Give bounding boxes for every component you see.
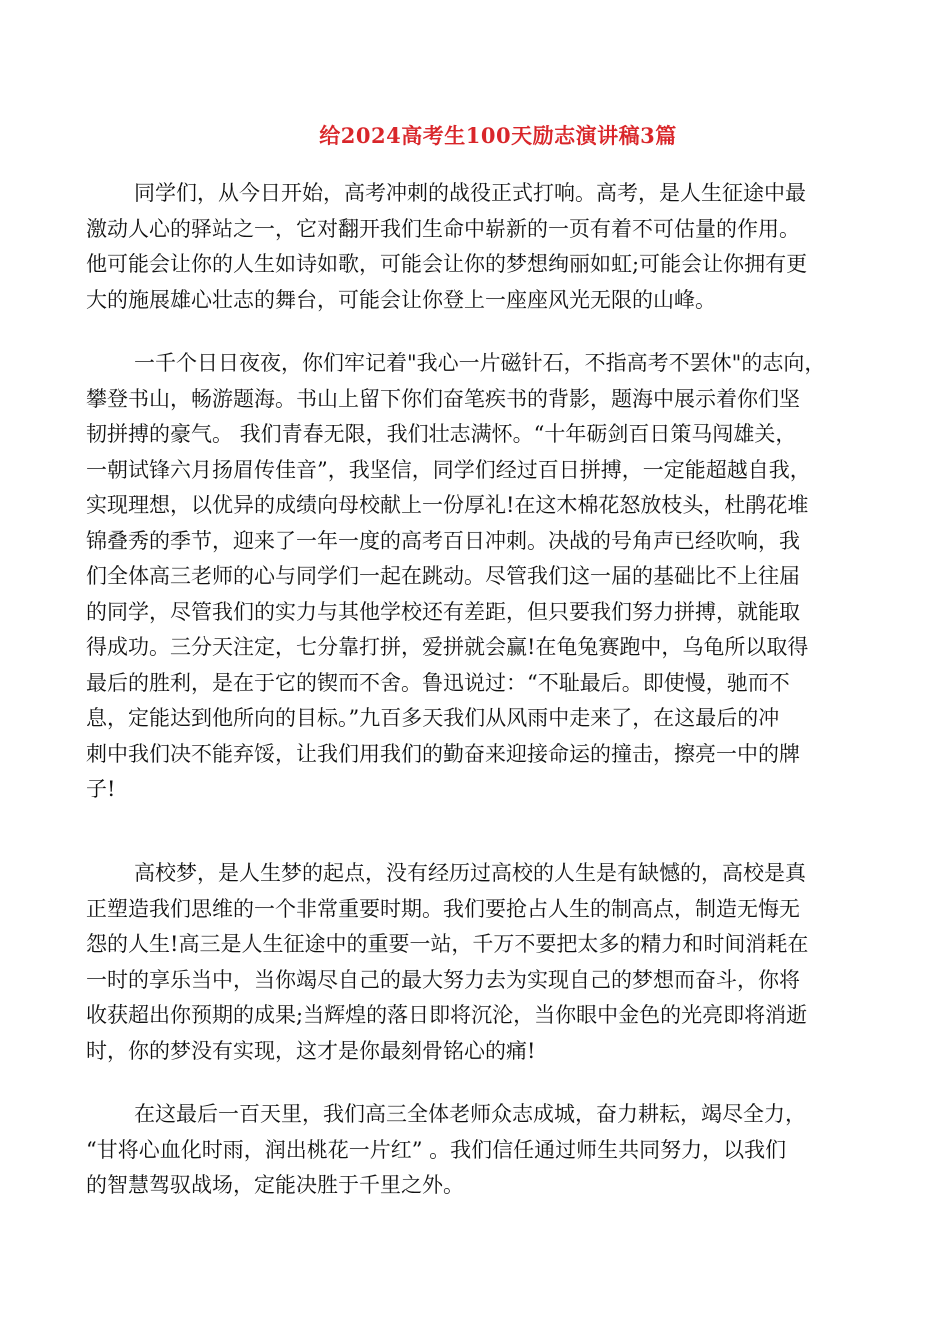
paragraph-line: 同学们，从今日开始，高考冲刺的战役正式打响。高考，是人生征途中最 (134, 181, 806, 205)
paragraph-line: 息，定能达到他所向的目标。”九百多天我们从风雨中走来了，在这最后的冲 (86, 706, 780, 730)
paragraph-line: “甘将心血化时雨，润出桃花一片红” 。我们信任通过师生共同努力，以我们 (86, 1138, 787, 1162)
paragraph-line: 怨的人生!高三是人生征途中的重要一站，千万不要把太多的精力和时间消耗在 (86, 932, 809, 956)
paragraph-line: 收获超出你预期的成果;当辉煌的落日即将沉沦，当你眼中金色的光亮即将消逝 (86, 1003, 808, 1027)
paragraph-line: 一时的享乐当中，当你竭尽自己的最大努力去为实现自己的梦想而奋斗，你将 (86, 968, 800, 992)
paragraph-line: 高校梦，是人生梦的起点，没有经历过高校的人生是有缺憾的，高校是真 (134, 861, 806, 885)
paragraph-line: 刺中我们决不能弃馁，让我们用我们的勤奋来迎接命运的撞击，擦亮一中的牌 (86, 742, 800, 766)
paragraph-line: 的智慧驾驭战场，定能决胜于千里之外。 (86, 1173, 464, 1197)
paragraph-line: 一朝试锋六月扬眉传佳音”，我坚信，同学们经过百日拼搏，一定能超越自我， (86, 458, 811, 482)
paragraph-line: 在这最后一百天里，我们高三全体老师众志成城，奋力耕耘，竭尽全力， (134, 1102, 806, 1126)
paragraph-line: 时，你的梦没有实现，这才是你最刻骨铭心的痛! (86, 1039, 536, 1063)
paragraph-line: 得成功。三分天注定，七分靠打拼，爱拼就会赢!在龟兔赛跑中，乌龟所以取得 (86, 635, 809, 659)
document-title: 给2024高考生100天励志演讲稿3篇 (319, 123, 677, 148)
paragraph-line: 最后的胜利，是在于它的锲而不舍。鲁迅说过：“不耻最后。即使慢，驰而不 (86, 671, 790, 695)
paragraph-line: 攀登书山，畅游题海。书山上留下你们奋笔疾书的背影，题海中展示着你们坚 (86, 387, 800, 411)
paragraph-line: 激动人心的驿站之一，它对翻开我们生命中崭新的一页有着不可估量的作用。 (86, 217, 800, 241)
paragraph-line: 子! (86, 777, 116, 801)
paragraph-line: 一千个日日夜夜，你们牢记着"我心一片磁针石，不指高考不罢休"的志向， (134, 351, 826, 375)
paragraph-line: 大的施展雄心壮志的舞台，可能会让你登上一座座风光无限的山峰。 (86, 288, 716, 312)
paragraph-line: 锦叠秀的季节，迎来了一年一度的高考百日冲刺。决战的号角声已经吹响，我 (86, 529, 800, 553)
paragraph-line: 的同学，尽管我们的实力与其他学校还有差距，但只要我们努力拼搏，就能取 (86, 600, 800, 624)
paragraph-line: 韧拼搏的豪气。 我们青春无限，我们壮志满怀。“十年砺剑百日策马闯雄关， (86, 422, 797, 446)
paragraph-line: 正塑造我们思维的一个非常重要时期。我们要抢占人生的制高点，制造无悔无 (86, 897, 800, 921)
paragraph-line: 们全体高三老师的心与同学们一起在跳动。尽管我们这一届的基础比不上往届 (86, 564, 800, 588)
paragraph-line: 他可能会让你的人生如诗如歌，可能会让你的梦想绚丽如虹;可能会让你拥有更 (86, 252, 808, 276)
paragraph-line: 实现理想，以优异的成绩向母校献上一份厚礼!在这木棉花怒放枝头，杜鹃花堆 (86, 493, 809, 517)
